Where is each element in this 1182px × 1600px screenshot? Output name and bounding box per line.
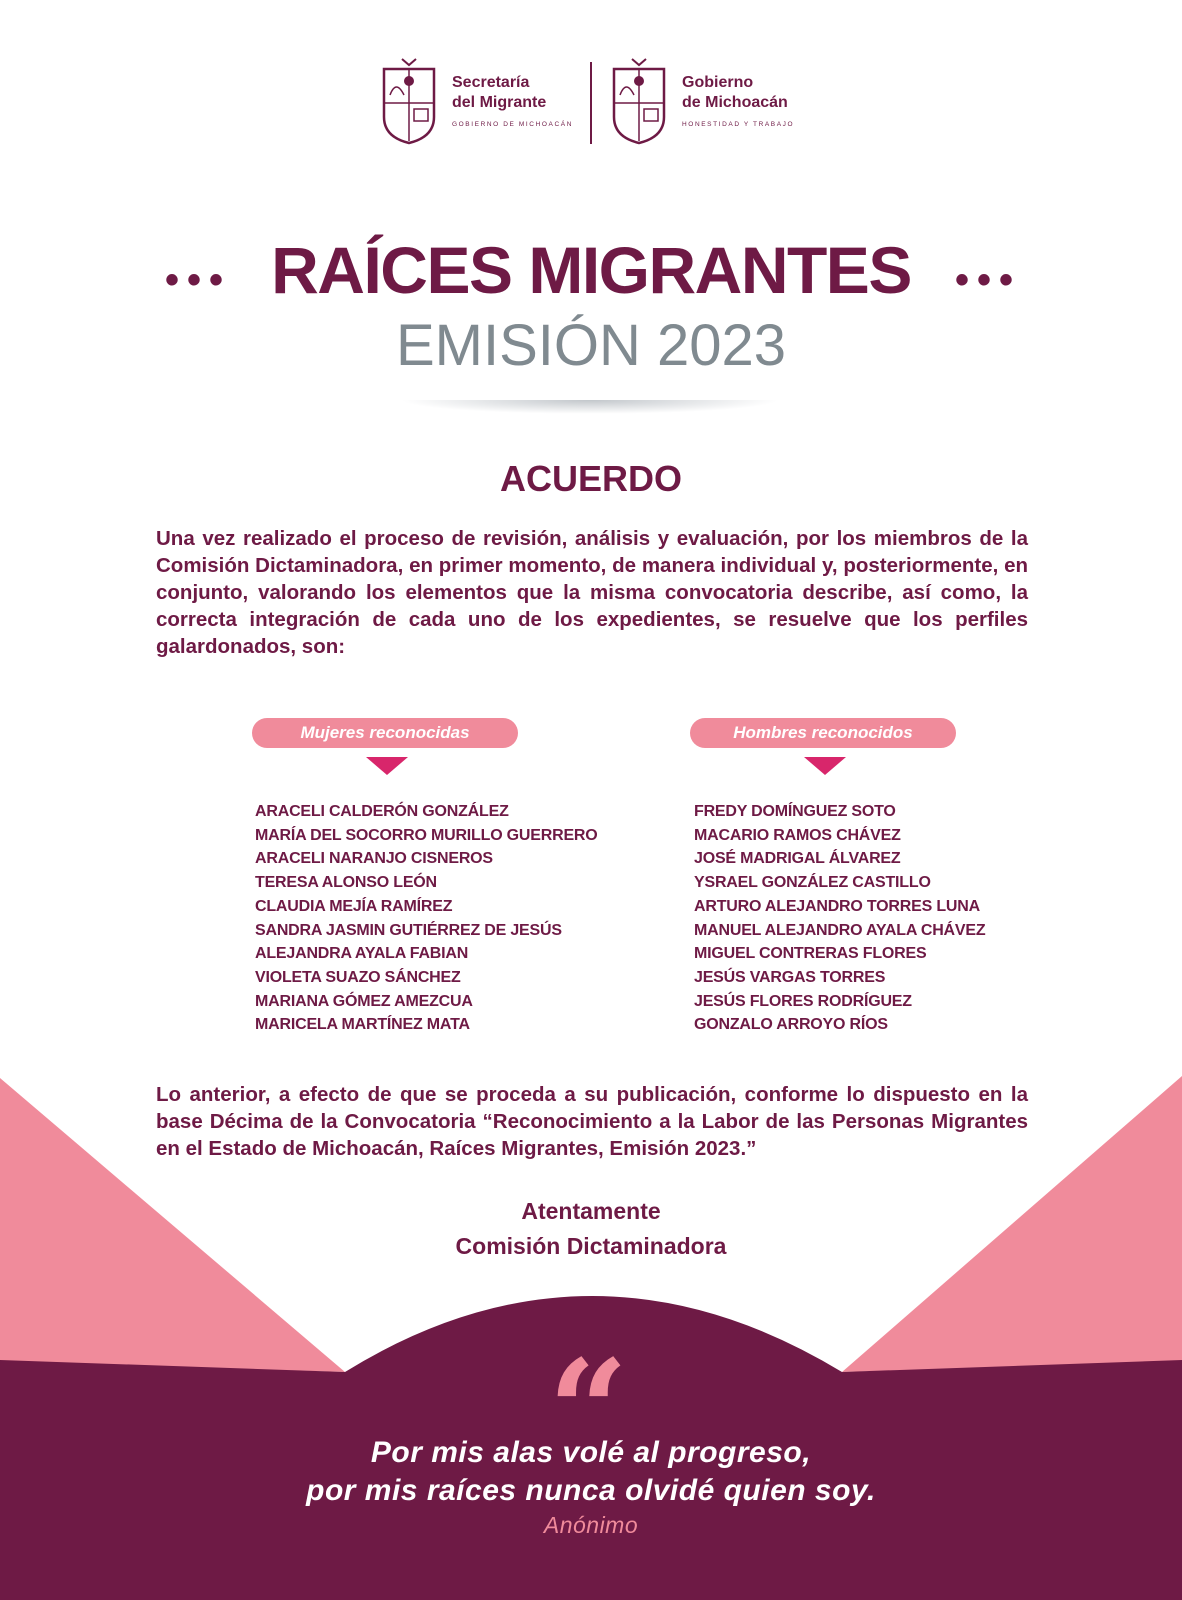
list-item: MIGUEL CONTRERAS FLORES — [694, 945, 927, 963]
logo-secretaria-migrante — [380, 55, 573, 145]
signature-line1: Atentamente — [521, 1198, 661, 1224]
list-item: MARIANA GÓMEZ AMEZCUA — [255, 992, 473, 1010]
quote-line2: por mis raíces nunca olvidé quien soy. — [306, 1474, 876, 1507]
logo-right-sub: HONESTIDAD Y TRABAJO — [682, 120, 795, 128]
list-item: VIOLETA SUAZO SÁNCHEZ — [255, 968, 461, 986]
quote-line1: Por mis alas volé al progreso, — [370, 1436, 812, 1469]
conclusion-paragraph: Lo anterior, a efecto de que se proceda a su publicación, conforme lo dispuesto en la base Décima de la Convocatoria “Reconocimiento a la Labor de las Personas Migrantes en el Estado de Michoacán, Raíces Migrantes, Emisión 2023.” — [156, 1083, 1028, 1160]
list-item: JOSÉ MADRIGAL ÁLVAREZ — [694, 850, 901, 868]
list-item: YSRAEL GONZÁLEZ CASTILLO — [694, 874, 931, 892]
list-item: JESÚS FLORES RODRÍGUEZ — [694, 992, 912, 1010]
title-dots-left: ••• — [165, 258, 232, 302]
list-item: MACARIO RAMOS CHÁVEZ — [694, 826, 901, 844]
list-item: FREDY DOMÍNGUEZ SOTO — [694, 803, 896, 820]
list-item: SANDRA JASMIN GUTIÉRREZ DE JESÚS — [255, 921, 562, 939]
list-item: ALEJANDRA AYALA FABIAN — [255, 945, 469, 963]
list-item: ARTURO ALEJANDRO TORRES LUNA — [694, 897, 980, 915]
women-names-list — [255, 800, 598, 1037]
michoacan-crest-icon — [610, 55, 668, 145]
women-label-badge: Mujeres reconocidas — [252, 718, 518, 748]
logo-left-line2: del Migrante — [452, 93, 547, 111]
women-arrow-icon — [366, 757, 408, 775]
title-dots-right: ••• — [955, 258, 1022, 302]
page-subtitle: EMISIÓN 2023 — [395, 313, 787, 378]
list-item: MANUEL ALEJANDRO AYALA CHÁVEZ — [694, 921, 986, 939]
logo-divider — [590, 62, 592, 144]
signature-line2: Comisión Dictaminadora — [455, 1233, 727, 1259]
list-item: ARACELI NARANJO CISNEROS — [255, 850, 493, 868]
page-title: RAÍCES MIGRANTES — [271, 233, 911, 307]
list-item: ARACELI CALDERÓN GONZÁLEZ — [255, 803, 509, 820]
title-shadow-divider — [400, 400, 780, 414]
logo-right-line1: Gobierno — [682, 73, 754, 91]
list-item: GONZALO ARROYO RÍOS — [694, 1016, 888, 1034]
logo-right-line2: de Michoacán — [682, 93, 788, 111]
logo-left-line1: Secretaría — [452, 73, 530, 91]
list-item: TERESA ALONSO LEÓN — [255, 874, 437, 892]
intro-paragraph: Una vez realizado el proceso de revisión, análisis y evaluación, por los miembros de la Comisión Dictaminadora, en primer momento, de manera individual y, posteriormente, en conjunto, valorando los elementos que la misma convocatoria describe, así como, la correcta integración de cada uno de los expedientes, se resuelve que los perfiles galardonados, son: — [156, 527, 1028, 658]
michoacan-crest-icon — [380, 55, 438, 145]
list-item: JESÚS VARGAS TORRES — [694, 968, 886, 986]
men-arrow-icon — [804, 757, 846, 775]
men-names-list — [694, 800, 985, 1037]
quote-mark-icon: “ — [548, 1342, 629, 1432]
list-item: CLAUDIA MEJÍA RAMÍREZ — [255, 897, 453, 915]
logo-left-sub: GOBIERNO DE MICHOACÁN — [452, 120, 573, 128]
section-heading: ACUERDO — [499, 458, 682, 499]
quote-author: Anónimo — [543, 1512, 639, 1538]
men-label-badge: Hombres reconocidos — [690, 718, 956, 748]
logo-gobierno-michoacan — [610, 55, 794, 145]
list-item: MARÍA DEL SOCORRO MURILLO GUERRERO — [255, 826, 598, 844]
list-item: MARICELA MARTÍNEZ MATA — [255, 1016, 470, 1034]
